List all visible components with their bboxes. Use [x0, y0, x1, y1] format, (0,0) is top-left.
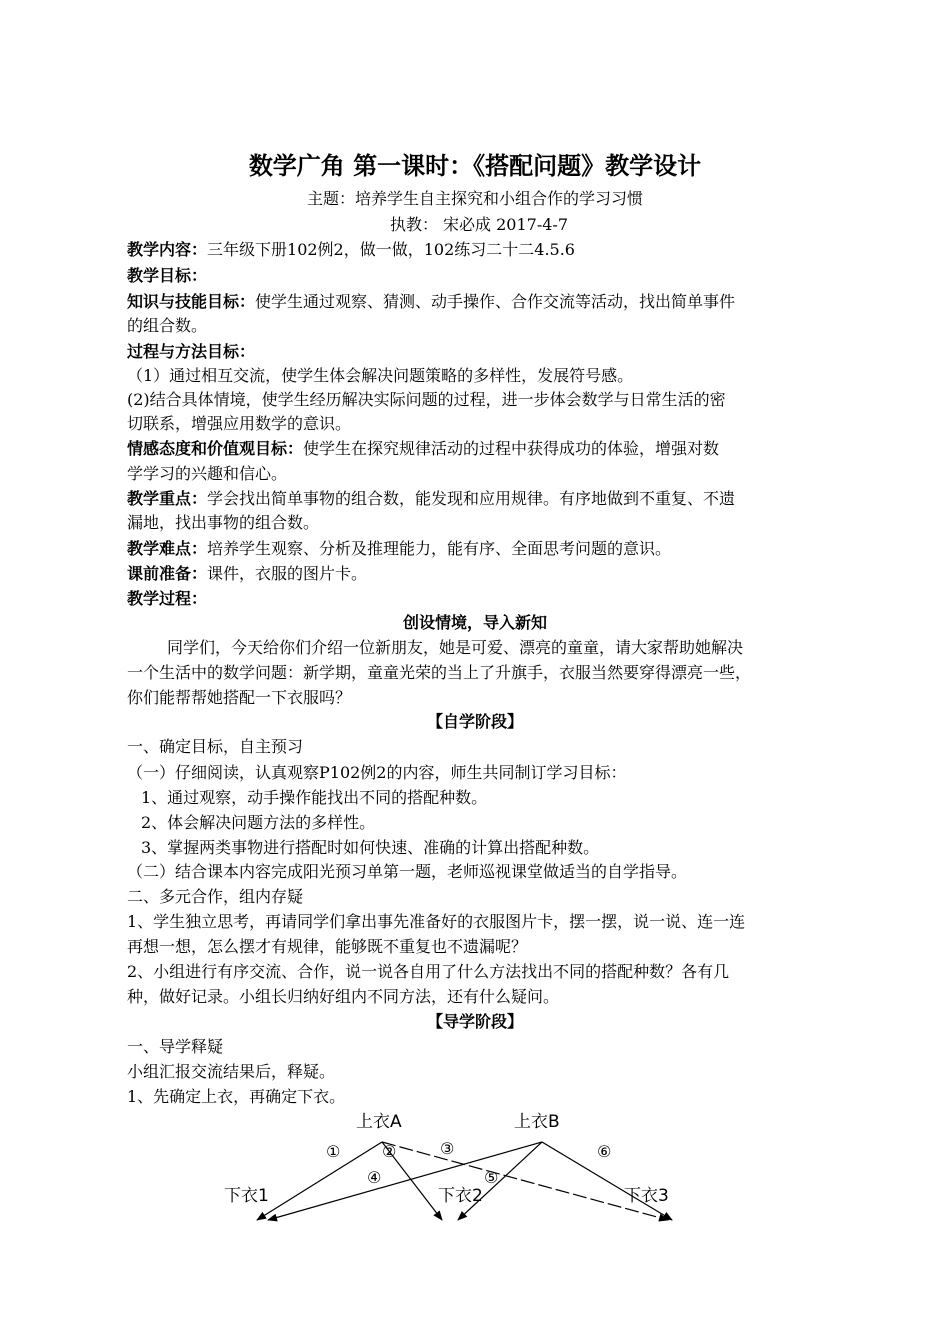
self-study-line-9: 再想一想，怎么摆才有规律，能够既不重复也不遗漏呢？	[127, 937, 528, 956]
emotion-line-2: 学学习的兴趣和信心。	[127, 464, 288, 483]
pairing-diagram	[0, 1100, 950, 1240]
line-a-to-3	[382, 1142, 668, 1220]
guided-line-1: 一、导学释疑	[127, 1037, 224, 1056]
intro-line-2: 一个生活中的数学问题：新学期，童童光荣的当上了升旗手，衣服当然要穿得漂亮一些，	[127, 663, 752, 682]
label-n2: ②	[382, 1142, 397, 1161]
label-bottom-3: 下衣3	[624, 1186, 669, 1206]
intro-line-1: 同学们，今天给你们介绍一位新朋友，她是可爱、漂亮的童童，请大家帮助她解决	[167, 638, 744, 657]
self-study-line-7: 二、多元合作，组内存疑	[127, 887, 304, 906]
stage-heading-guided: 【导学阶段】	[426, 1012, 523, 1031]
self-study-line-8: 1、学生独立思考，再请同学们拿出事先准备好的衣服图片卡，摆一摆，说一说、连一连	[127, 912, 746, 931]
self-study-line-5: 3、掌握两类事物进行搭配时如何快速、准确的计算出搭配种数。	[141, 838, 600, 857]
theme-line: 主题：培养学生自主探究和小组合作的学习习惯	[306, 189, 643, 208]
label-n6: ⑥	[597, 1142, 612, 1161]
process-line-2b: 切联系，增强应用数学的意识。	[127, 414, 352, 433]
emotion-label: 情感态度和价值观目标：	[127, 439, 304, 458]
label-n3: ③	[440, 1139, 455, 1158]
prep-label: 课前准备：	[127, 564, 208, 583]
label-top-a: 上衣A	[356, 1112, 402, 1132]
label-n1: ①	[326, 1142, 341, 1161]
procedure-label: 教学过程：	[127, 589, 208, 608]
label-bottom-1: 下衣1	[224, 1186, 269, 1206]
emotion-line-1	[127, 436, 842, 462]
line-a-to-1	[257, 1142, 382, 1220]
process-line-1: （1）通过相互交流，使学生体会解决问题策略的多样性，发展符号感。	[127, 366, 634, 385]
key-line-1	[127, 486, 842, 512]
label-top-b: 上衣B	[514, 1112, 560, 1132]
content-line	[127, 237, 842, 263]
knowledge-line-2: 的组合数。	[127, 316, 208, 335]
label-bottom-2: 下衣2	[438, 1186, 483, 1206]
teacher-line: 执教： 宋必成 2017-4-7	[389, 215, 569, 234]
key-label: 教学重点：	[127, 489, 208, 508]
key-text-1: 学会找出简单事物的组合数，能发现和应用规律。有序地做到不重复、不遗	[207, 489, 736, 508]
difficulty-label: 教学难点：	[127, 539, 208, 558]
key-line-2: 漏地，找出事物的组合数。	[127, 513, 320, 532]
self-study-line-10: 2、小组进行有序交流、合作，说一说各自用了什么方法找出不同的搭配种数？各有几	[127, 962, 730, 981]
line-b-to-1	[268, 1142, 542, 1220]
content-label: 教学内容：	[127, 240, 208, 259]
goals-label: 教学目标：	[127, 266, 208, 285]
intro-line-3: 你们能帮帮她搭配一下衣服吗？	[127, 688, 352, 707]
guided-line-2: 小组汇报交流结果后，释疑。	[127, 1062, 336, 1081]
content-text: 三年级下册102例2，做一做，102练习二十二4.5.6	[207, 240, 575, 259]
process-label: 过程与方法目标：	[127, 342, 256, 361]
knowledge-text-1: 使学生通过观察、猜测、动手操作、合作交流等活动，找出简单事件	[255, 292, 736, 311]
self-study-line-4: 2、体会解决问题方法的多样性。	[141, 813, 376, 832]
knowledge-label: 知识与技能目标：	[127, 292, 256, 311]
self-study-line-2: （一）仔细阅读，认真观察P102例2的内容，师生共同制订学习目标：	[127, 763, 627, 782]
label-n5: ⑤	[484, 1168, 499, 1187]
self-study-line-6: （二）结合课本内容完成阳光预习单第一题，老师巡视课堂做适当的自学指导。	[127, 862, 688, 881]
prep-text: 课件，衣服的图片卡。	[207, 564, 368, 583]
self-study-line-11: 种，做好记录。小组长归纳好组内不同方法，还有什么疑问。	[127, 987, 560, 1006]
difficulty-text: 培养学生观察、分析及推理能力，能有序、全面思考问题的意识。	[207, 539, 672, 558]
guided-line-3: 1、先确定上衣，再确定下衣。	[127, 1087, 346, 1106]
emotion-text-1: 使学生在探究规律活动的过程中获得成功的体验，增强对数	[303, 439, 720, 458]
section-heading-1: 创设情境，导入新知	[402, 613, 547, 632]
page-title: 数学广角 第一课时：《搭配问题》教学设计	[248, 152, 702, 180]
difficulty-line	[127, 536, 842, 562]
self-study-line-3: 1、通过观察，动手操作能找出不同的搭配种数。	[141, 788, 488, 807]
self-study-line-1: 一、确定目标，自主预习	[127, 737, 304, 756]
prep-line	[127, 561, 842, 587]
stage-heading-self-study: 【自学阶段】	[426, 712, 523, 731]
knowledge-line-1	[127, 289, 842, 315]
process-line-2a: (2)结合具体情境，使学生经历解决实际问题的过程，进一步体会数学与日常生活的密	[127, 390, 726, 409]
label-n4: ④	[367, 1168, 382, 1187]
